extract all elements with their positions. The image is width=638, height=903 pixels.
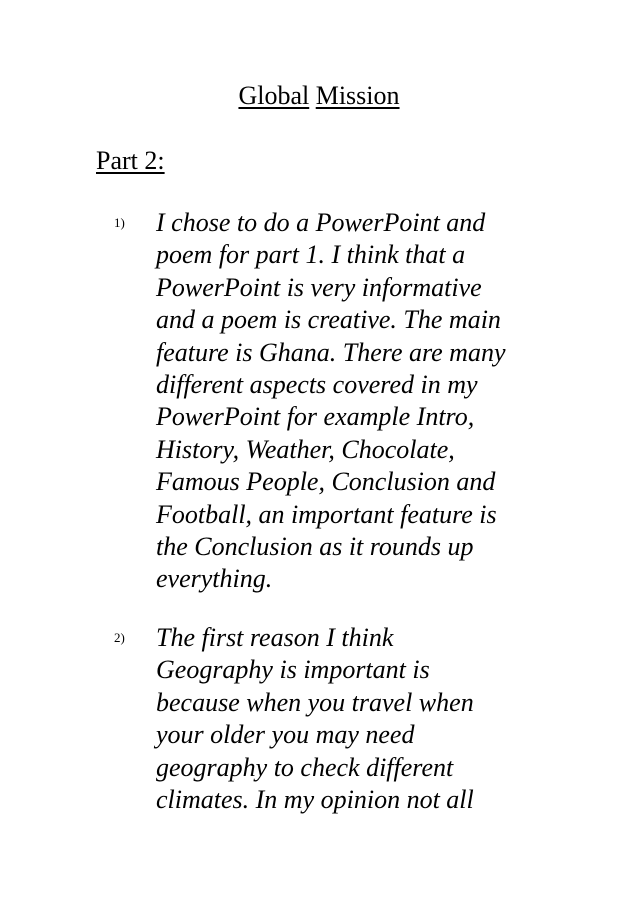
list-item-text xyxy=(156,622,556,816)
text-line: different aspects covered in my xyxy=(156,370,478,400)
text-line: The first reason I think xyxy=(156,623,394,652)
text-line: Football, an important feature is xyxy=(156,499,497,529)
text-line: PowerPoint for example Intro, xyxy=(156,402,475,432)
text-line: Famous People, Conclusion and xyxy=(156,467,496,497)
text-line: poem for part 1. I think that a xyxy=(156,240,466,270)
text-line: your older you may need xyxy=(156,720,415,750)
text-line: PowerPoint is very informative xyxy=(156,272,482,302)
document-title xyxy=(0,80,638,112)
title-word-mission: Mission xyxy=(315,81,400,110)
text-line: I chose to do a PowerPoint and xyxy=(156,208,486,237)
text-line: the Conclusion as it rounds up xyxy=(156,532,474,562)
text-line: everything. xyxy=(156,564,273,594)
part-heading: Part 2: xyxy=(96,146,165,175)
text-line: feature is Ghana. There are many xyxy=(156,337,506,367)
list-marker: 1) xyxy=(114,215,125,230)
text-line: because when you travel when xyxy=(156,687,474,717)
title-word-global: Global xyxy=(238,81,310,110)
text-line: History, Weather, Chocolate, xyxy=(156,434,455,464)
text-line: and a poem is creative. The main xyxy=(156,305,501,335)
text-line: climates. In my opinion not all xyxy=(156,785,474,815)
text-line: geography to check different xyxy=(156,752,454,782)
list-item-text xyxy=(156,207,556,596)
text-line: Geography is important is xyxy=(156,655,430,685)
list-marker: 2) xyxy=(114,630,125,645)
